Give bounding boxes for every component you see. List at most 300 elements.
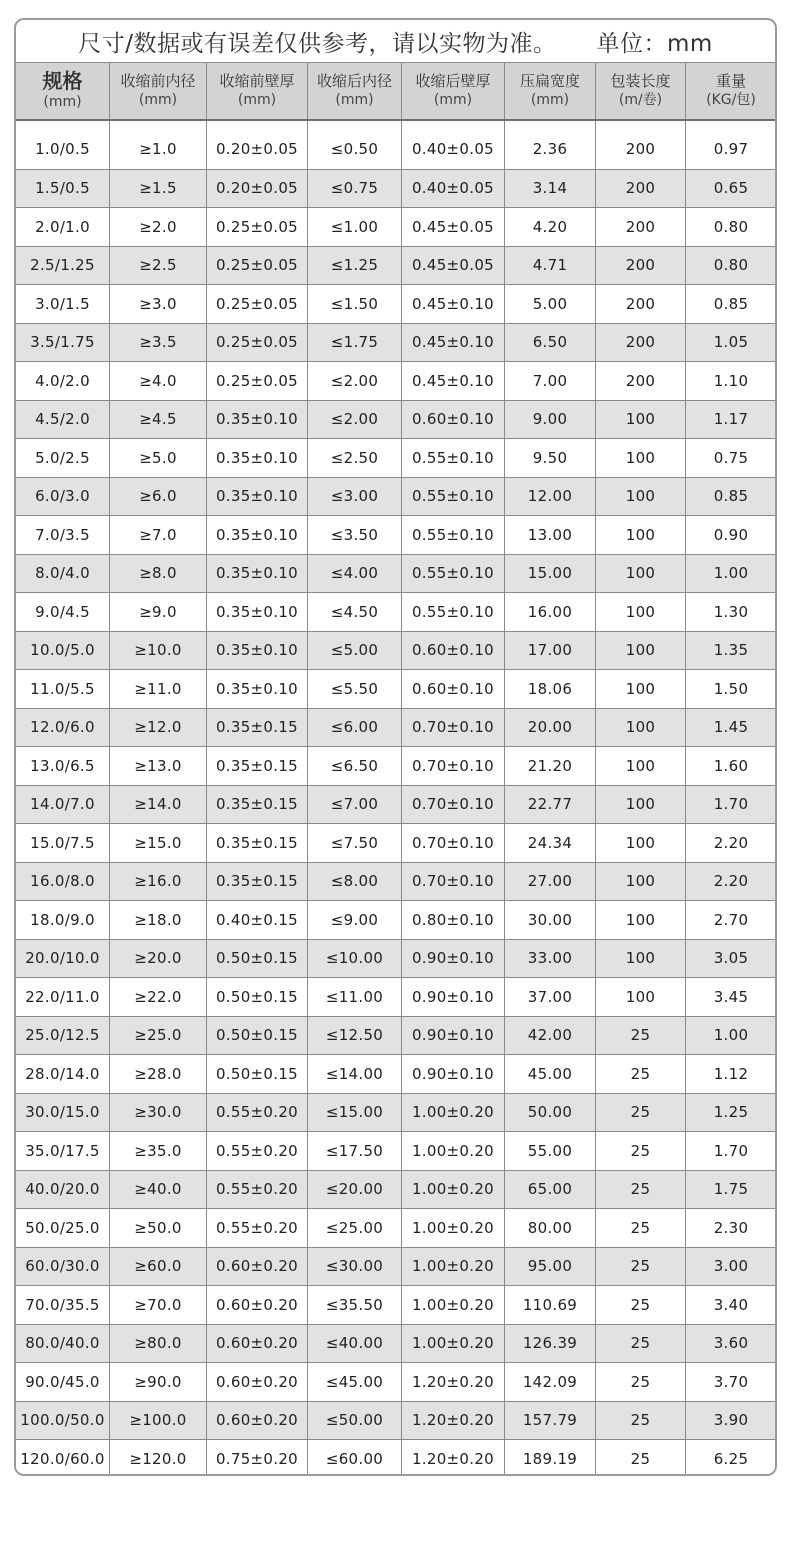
cell-weight: 0.85	[686, 285, 777, 324]
cell-weight: 1.10	[686, 362, 777, 401]
cell-wall-thickness-before: 0.75±0.20	[207, 1440, 308, 1477]
header-label: 收缩前内径	[120, 72, 196, 90]
cell-spec: 18.0/9.0	[16, 901, 110, 940]
table-row	[16, 1247, 777, 1286]
cell-wall-thickness-after: 0.70±0.10	[402, 747, 505, 786]
cell-package-length: 100	[596, 554, 686, 593]
cell-package-length: 200	[596, 285, 686, 324]
cell-package-length: 200	[596, 362, 686, 401]
table-header-row	[16, 63, 777, 121]
table-row	[16, 1286, 777, 1325]
cell-inner-diameter-after: ≤20.00	[308, 1170, 402, 1209]
cell-package-length: 200	[596, 169, 686, 208]
cell-weight: 0.80	[686, 208, 777, 247]
cell-inner-diameter-after: ≤9.00	[308, 901, 402, 940]
cell-inner-diameter-before: ≥3.0	[110, 285, 207, 324]
cell-package-length: 200	[596, 120, 686, 169]
cell-inner-diameter-after: ≤40.00	[308, 1324, 402, 1363]
cell-wall-thickness-before: 0.60±0.20	[207, 1401, 308, 1440]
cell-flat-width: 95.00	[505, 1247, 596, 1286]
cell-inner-diameter-after: ≤45.00	[308, 1363, 402, 1402]
cell-inner-diameter-before: ≥14.0	[110, 785, 207, 824]
table-row	[16, 323, 777, 362]
cell-wall-thickness-after: 0.60±0.10	[402, 631, 505, 670]
cell-flat-width: 13.00	[505, 516, 596, 555]
cell-wall-thickness-after: 1.00±0.20	[402, 1170, 505, 1209]
cell-flat-width: 65.00	[505, 1170, 596, 1209]
table-row	[16, 901, 777, 940]
cell-wall-thickness-before: 0.35±0.10	[207, 670, 308, 709]
cell-inner-diameter-before: ≥80.0	[110, 1324, 207, 1363]
disclaimer-note	[16, 20, 775, 62]
cell-wall-thickness-after: 0.55±0.10	[402, 439, 505, 478]
table-row	[16, 208, 777, 247]
cell-wall-thickness-after: 1.00±0.20	[402, 1093, 505, 1132]
cell-spec: 14.0/7.0	[16, 785, 110, 824]
header-inner-diameter-after	[308, 63, 402, 121]
cell-wall-thickness-before: 0.50±0.15	[207, 1055, 308, 1094]
table-row	[16, 785, 777, 824]
cell-wall-thickness-after: 1.20±0.20	[402, 1440, 505, 1477]
cell-inner-diameter-after: ≤11.00	[308, 978, 402, 1017]
cell-inner-diameter-before: ≥7.0	[110, 516, 207, 555]
cell-package-length: 100	[596, 901, 686, 940]
cell-wall-thickness-before: 0.35±0.15	[207, 862, 308, 901]
cell-weight: 0.80	[686, 246, 777, 285]
cell-weight: 1.50	[686, 670, 777, 709]
cell-inner-diameter-after: ≤2.00	[308, 400, 402, 439]
cell-package-length: 100	[596, 670, 686, 709]
cell-flat-width: 16.00	[505, 593, 596, 632]
cell-weight: 1.00	[686, 554, 777, 593]
cell-flat-width: 18.06	[505, 670, 596, 709]
cell-spec: 20.0/10.0	[16, 939, 110, 978]
cell-package-length: 100	[596, 439, 686, 478]
cell-spec: 8.0/4.0	[16, 554, 110, 593]
cell-inner-diameter-after: ≤4.00	[308, 554, 402, 593]
cell-inner-diameter-after: ≤1.50	[308, 285, 402, 324]
cell-spec: 80.0/40.0	[16, 1324, 110, 1363]
cell-inner-diameter-after: ≤15.00	[308, 1093, 402, 1132]
cell-inner-diameter-after: ≤60.00	[308, 1440, 402, 1477]
cell-package-length: 25	[596, 1247, 686, 1286]
cell-inner-diameter-before: ≥120.0	[110, 1440, 207, 1477]
cell-wall-thickness-before: 0.25±0.05	[207, 208, 308, 247]
cell-inner-diameter-before: ≥22.0	[110, 978, 207, 1017]
header-label: 收缩前壁厚	[219, 72, 295, 90]
cell-inner-diameter-before: ≥16.0	[110, 862, 207, 901]
cell-spec: 3.0/1.5	[16, 285, 110, 324]
cell-wall-thickness-after: 0.45±0.10	[402, 362, 505, 401]
cell-wall-thickness-after: 1.00±0.20	[402, 1286, 505, 1325]
cell-flat-width: 7.00	[505, 362, 596, 401]
cell-weight: 3.40	[686, 1286, 777, 1325]
cell-wall-thickness-before: 0.60±0.20	[207, 1324, 308, 1363]
cell-inner-diameter-after: ≤3.00	[308, 477, 402, 516]
cell-package-length: 25	[596, 1440, 686, 1477]
cell-wall-thickness-after: 0.60±0.10	[402, 670, 505, 709]
cell-flat-width: 9.00	[505, 400, 596, 439]
cell-flat-width: 5.00	[505, 285, 596, 324]
cell-package-length: 100	[596, 400, 686, 439]
cell-flat-width: 17.00	[505, 631, 596, 670]
cell-spec: 100.0/50.0	[16, 1401, 110, 1440]
cell-package-length: 25	[596, 1170, 686, 1209]
table-row	[16, 1055, 777, 1094]
cell-spec: 90.0/45.0	[16, 1363, 110, 1402]
cell-wall-thickness-after: 0.60±0.10	[402, 400, 505, 439]
cell-inner-diameter-before: ≥6.0	[110, 477, 207, 516]
cell-inner-diameter-before: ≥12.0	[110, 708, 207, 747]
header-unit: (KG/包)	[706, 92, 756, 108]
cell-weight: 2.70	[686, 901, 777, 940]
table-row	[16, 1132, 777, 1171]
table-row	[16, 1016, 777, 1055]
cell-weight: 2.20	[686, 862, 777, 901]
cell-inner-diameter-after: ≤30.00	[308, 1247, 402, 1286]
table-row	[16, 554, 777, 593]
cell-weight: 1.60	[686, 747, 777, 786]
cell-weight: 0.65	[686, 169, 777, 208]
cell-wall-thickness-after: 0.40±0.05	[402, 120, 505, 169]
cell-spec: 4.0/2.0	[16, 362, 110, 401]
cell-spec: 70.0/35.5	[16, 1286, 110, 1325]
cell-wall-thickness-before: 0.60±0.20	[207, 1247, 308, 1286]
cell-package-length: 25	[596, 1286, 686, 1325]
table-row	[16, 1209, 777, 1248]
header-unit: (mm)	[237, 92, 277, 108]
cell-flat-width: 27.00	[505, 862, 596, 901]
cell-wall-thickness-before: 0.50±0.15	[207, 1016, 308, 1055]
cell-wall-thickness-before: 0.25±0.05	[207, 285, 308, 324]
cell-flat-width: 157.79	[505, 1401, 596, 1440]
table-row	[16, 670, 777, 709]
cell-weight: 1.05	[686, 323, 777, 362]
cell-wall-thickness-after: 0.55±0.10	[402, 593, 505, 632]
cell-spec: 1.5/0.5	[16, 169, 110, 208]
table-row	[16, 708, 777, 747]
table-row	[16, 593, 777, 632]
cell-wall-thickness-before: 0.50±0.15	[207, 978, 308, 1017]
cell-package-length: 200	[596, 246, 686, 285]
cell-weight: 3.45	[686, 978, 777, 1017]
cell-flat-width: 6.50	[505, 323, 596, 362]
header-weight	[686, 63, 777, 121]
cell-weight: 2.20	[686, 824, 777, 863]
cell-package-length: 100	[596, 631, 686, 670]
cell-wall-thickness-before: 0.60±0.20	[207, 1286, 308, 1325]
cell-wall-thickness-after: 0.70±0.10	[402, 785, 505, 824]
cell-spec: 2.0/1.0	[16, 208, 110, 247]
cell-flat-width: 42.00	[505, 1016, 596, 1055]
table-row	[16, 246, 777, 285]
cell-inner-diameter-after: ≤6.50	[308, 747, 402, 786]
table-row	[16, 1324, 777, 1363]
cell-wall-thickness-before: 0.35±0.10	[207, 400, 308, 439]
cell-wall-thickness-after: 0.90±0.10	[402, 1016, 505, 1055]
cell-weight: 1.75	[686, 1170, 777, 1209]
cell-inner-diameter-before: ≥3.5	[110, 323, 207, 362]
cell-flat-width: 33.00	[505, 939, 596, 978]
header-unit: (mm)	[335, 92, 374, 108]
cell-flat-width: 9.50	[505, 439, 596, 478]
cell-inner-diameter-before: ≥35.0	[110, 1132, 207, 1171]
cell-package-length: 100	[596, 824, 686, 863]
cell-wall-thickness-before: 0.20±0.05	[207, 120, 308, 169]
cell-wall-thickness-before: 0.20±0.05	[207, 169, 308, 208]
cell-package-length: 25	[596, 1132, 686, 1171]
cell-wall-thickness-before: 0.35±0.10	[207, 439, 308, 478]
cell-weight: 3.05	[686, 939, 777, 978]
header-unit: (mm)	[138, 92, 178, 108]
header-label: 包装长度	[610, 72, 671, 90]
cell-wall-thickness-before: 0.55±0.20	[207, 1132, 308, 1171]
cell-wall-thickness-after: 1.00±0.20	[402, 1324, 505, 1363]
cell-inner-diameter-before: ≥13.0	[110, 747, 207, 786]
cell-package-length: 25	[596, 1363, 686, 1402]
table-body	[16, 120, 777, 1476]
cell-package-length: 100	[596, 593, 686, 632]
table-row	[16, 862, 777, 901]
cell-wall-thickness-before: 0.60±0.20	[207, 1363, 308, 1402]
cell-package-length: 200	[596, 323, 686, 362]
table-row	[16, 516, 777, 555]
cell-package-length: 100	[596, 862, 686, 901]
cell-weight: 0.85	[686, 477, 777, 516]
cell-spec: 11.0/5.5	[16, 670, 110, 709]
table-row	[16, 169, 777, 208]
cell-spec: 60.0/30.0	[16, 1247, 110, 1286]
cell-wall-thickness-after: 0.70±0.10	[402, 708, 505, 747]
cell-weight: 1.12	[686, 1055, 777, 1094]
cell-inner-diameter-after: ≤6.00	[308, 708, 402, 747]
cell-spec: 50.0/25.0	[16, 1209, 110, 1248]
cell-flat-width: 24.34	[505, 824, 596, 863]
cell-flat-width: 55.00	[505, 1132, 596, 1171]
cell-spec: 40.0/20.0	[16, 1170, 110, 1209]
cell-flat-width: 189.19	[505, 1440, 596, 1477]
cell-inner-diameter-after: ≤50.00	[308, 1401, 402, 1440]
cell-wall-thickness-before: 0.55±0.20	[207, 1209, 308, 1248]
cell-package-length: 100	[596, 785, 686, 824]
cell-wall-thickness-before: 0.35±0.10	[207, 631, 308, 670]
cell-flat-width: 4.71	[505, 246, 596, 285]
cell-inner-diameter-before: ≥28.0	[110, 1055, 207, 1094]
cell-inner-diameter-after: ≤4.50	[308, 593, 402, 632]
header-unit: (mm)	[43, 94, 82, 110]
cell-inner-diameter-before: ≥2.5	[110, 246, 207, 285]
cell-flat-width: 4.20	[505, 208, 596, 247]
cell-flat-width: 20.00	[505, 708, 596, 747]
cell-wall-thickness-after: 0.90±0.10	[402, 1055, 505, 1094]
cell-spec: 10.0/5.0	[16, 631, 110, 670]
cell-inner-diameter-after: ≤14.00	[308, 1055, 402, 1094]
cell-wall-thickness-after: 1.20±0.20	[402, 1363, 505, 1402]
cell-inner-diameter-after: ≤35.50	[308, 1286, 402, 1325]
cell-inner-diameter-after: ≤2.50	[308, 439, 402, 478]
cell-inner-diameter-after: ≤0.50	[308, 120, 402, 169]
cell-inner-diameter-before: ≥11.0	[110, 670, 207, 709]
header-wall-thickness-before	[207, 63, 308, 121]
cell-wall-thickness-after: 0.70±0.10	[402, 862, 505, 901]
table-row	[16, 939, 777, 978]
cell-wall-thickness-before: 0.35±0.10	[207, 477, 308, 516]
cell-inner-diameter-before: ≥90.0	[110, 1363, 207, 1402]
cell-weight: 1.45	[686, 708, 777, 747]
cell-package-length: 25	[596, 1401, 686, 1440]
table-row	[16, 978, 777, 1017]
cell-wall-thickness-before: 0.35±0.15	[207, 747, 308, 786]
cell-flat-width: 30.00	[505, 901, 596, 940]
cell-inner-diameter-before: ≥20.0	[110, 939, 207, 978]
cell-package-length: 100	[596, 978, 686, 1017]
header-unit: (mm)	[530, 92, 570, 108]
cell-flat-width: 126.39	[505, 1324, 596, 1363]
cell-flat-width: 12.00	[505, 477, 596, 516]
cell-flat-width: 80.00	[505, 1209, 596, 1248]
cell-wall-thickness-after: 1.00±0.20	[402, 1247, 505, 1286]
cell-inner-diameter-before: ≥40.0	[110, 1170, 207, 1209]
cell-weight: 1.25	[686, 1093, 777, 1132]
cell-wall-thickness-before: 0.35±0.10	[207, 554, 308, 593]
header-label: 收缩后壁厚	[415, 72, 491, 90]
cell-weight: 3.60	[686, 1324, 777, 1363]
cell-weight: 0.97	[686, 120, 777, 169]
cell-package-length: 25	[596, 1093, 686, 1132]
cell-package-length: 100	[596, 747, 686, 786]
cell-wall-thickness-after: 0.45±0.05	[402, 208, 505, 247]
cell-inner-diameter-before: ≥100.0	[110, 1401, 207, 1440]
cell-wall-thickness-after: 1.20±0.20	[402, 1401, 505, 1440]
cell-inner-diameter-before: ≥1.5	[110, 169, 207, 208]
cell-wall-thickness-after: 0.55±0.10	[402, 554, 505, 593]
cell-weight: 3.70	[686, 1363, 777, 1402]
cell-wall-thickness-after: 0.40±0.05	[402, 169, 505, 208]
header-label: 重量	[715, 72, 746, 90]
table-row	[16, 1440, 777, 1477]
cell-inner-diameter-after: ≤1.75	[308, 323, 402, 362]
cell-wall-thickness-before: 0.35±0.10	[207, 516, 308, 555]
cell-spec: 25.0/12.5	[16, 1016, 110, 1055]
cell-weight: 1.00	[686, 1016, 777, 1055]
cell-inner-diameter-after: ≤17.50	[308, 1132, 402, 1171]
table-row	[16, 477, 777, 516]
cell-inner-diameter-before: ≥30.0	[110, 1093, 207, 1132]
cell-flat-width: 142.09	[505, 1363, 596, 1402]
cell-weight: 1.30	[686, 593, 777, 632]
cell-inner-diameter-before: ≥4.5	[110, 400, 207, 439]
cell-weight: 2.30	[686, 1209, 777, 1248]
header-unit: (mm)	[433, 92, 473, 108]
cell-package-length: 100	[596, 516, 686, 555]
cell-flat-width: 50.00	[505, 1093, 596, 1132]
cell-spec: 22.0/11.0	[16, 978, 110, 1017]
cell-package-length: 25	[596, 1016, 686, 1055]
cell-spec: 120.0/60.0	[16, 1440, 110, 1477]
cell-inner-diameter-after: ≤2.00	[308, 362, 402, 401]
cell-spec: 3.5/1.75	[16, 323, 110, 362]
cell-wall-thickness-before: 0.55±0.20	[207, 1170, 308, 1209]
cell-flat-width: 110.69	[505, 1286, 596, 1325]
cell-weight: 1.70	[686, 1132, 777, 1171]
header-spec	[16, 63, 110, 121]
cell-inner-diameter-before: ≥70.0	[110, 1286, 207, 1325]
cell-package-length: 100	[596, 939, 686, 978]
cell-inner-diameter-after: ≤10.00	[308, 939, 402, 978]
spec-table	[15, 62, 777, 1476]
cell-wall-thickness-after: 0.80±0.10	[402, 901, 505, 940]
cell-weight: 1.70	[686, 785, 777, 824]
cell-spec: 13.0/6.5	[16, 747, 110, 786]
cell-wall-thickness-before: 0.25±0.05	[207, 362, 308, 401]
cell-wall-thickness-before: 0.50±0.15	[207, 939, 308, 978]
cell-inner-diameter-before: ≥1.0	[110, 120, 207, 169]
table-row	[16, 1401, 777, 1440]
cell-wall-thickness-before: 0.55±0.20	[207, 1093, 308, 1132]
unit-label: 单位：mm	[596, 31, 713, 57]
cell-inner-diameter-after: ≤8.00	[308, 862, 402, 901]
cell-flat-width: 21.20	[505, 747, 596, 786]
cell-spec: 4.5/2.0	[16, 400, 110, 439]
cell-inner-diameter-before: ≥4.0	[110, 362, 207, 401]
header-inner-diameter-before	[110, 63, 207, 121]
cell-weight: 0.90	[686, 516, 777, 555]
cell-inner-diameter-before: ≥8.0	[110, 554, 207, 593]
cell-package-length: 25	[596, 1055, 686, 1094]
cell-inner-diameter-before: ≥15.0	[110, 824, 207, 863]
cell-inner-diameter-after: ≤1.00	[308, 208, 402, 247]
table-row	[16, 631, 777, 670]
header-label: 压扁宽度	[519, 72, 580, 90]
cell-spec: 35.0/17.5	[16, 1132, 110, 1171]
cell-package-length: 25	[596, 1209, 686, 1248]
table-row	[16, 1093, 777, 1132]
cell-wall-thickness-after: 0.45±0.10	[402, 285, 505, 324]
spec-table-frame	[14, 18, 777, 1476]
cell-inner-diameter-before: ≥50.0	[110, 1209, 207, 1248]
cell-flat-width: 37.00	[505, 978, 596, 1017]
cell-inner-diameter-after: ≤12.50	[308, 1016, 402, 1055]
cell-package-length: 100	[596, 477, 686, 516]
cell-spec: 28.0/14.0	[16, 1055, 110, 1094]
cell-spec: 6.0/3.0	[16, 477, 110, 516]
cell-package-length: 25	[596, 1324, 686, 1363]
cell-wall-thickness-after: 0.55±0.10	[402, 477, 505, 516]
cell-flat-width: 2.36	[505, 120, 596, 169]
cell-inner-diameter-after: ≤1.25	[308, 246, 402, 285]
table-row	[16, 747, 777, 786]
table-row	[16, 362, 777, 401]
cell-wall-thickness-before: 0.35±0.15	[207, 824, 308, 863]
cell-weight: 6.25	[686, 1440, 777, 1477]
cell-spec: 7.0/3.5	[16, 516, 110, 555]
cell-inner-diameter-after: ≤5.50	[308, 670, 402, 709]
cell-spec: 9.0/4.5	[16, 593, 110, 632]
cell-spec: 2.5/1.25	[16, 246, 110, 285]
header-label: 规格	[42, 69, 83, 93]
header-unit: (m/卷)	[618, 92, 663, 108]
cell-inner-diameter-before: ≥2.0	[110, 208, 207, 247]
cell-inner-diameter-before: ≥18.0	[110, 901, 207, 940]
cell-spec: 16.0/8.0	[16, 862, 110, 901]
cell-inner-diameter-after: ≤5.00	[308, 631, 402, 670]
cell-weight: 3.00	[686, 1247, 777, 1286]
cell-inner-diameter-after: ≤0.75	[308, 169, 402, 208]
cell-inner-diameter-after: ≤7.00	[308, 785, 402, 824]
cell-inner-diameter-before: ≥9.0	[110, 593, 207, 632]
cell-inner-diameter-after: ≤3.50	[308, 516, 402, 555]
cell-inner-diameter-before: ≥10.0	[110, 631, 207, 670]
